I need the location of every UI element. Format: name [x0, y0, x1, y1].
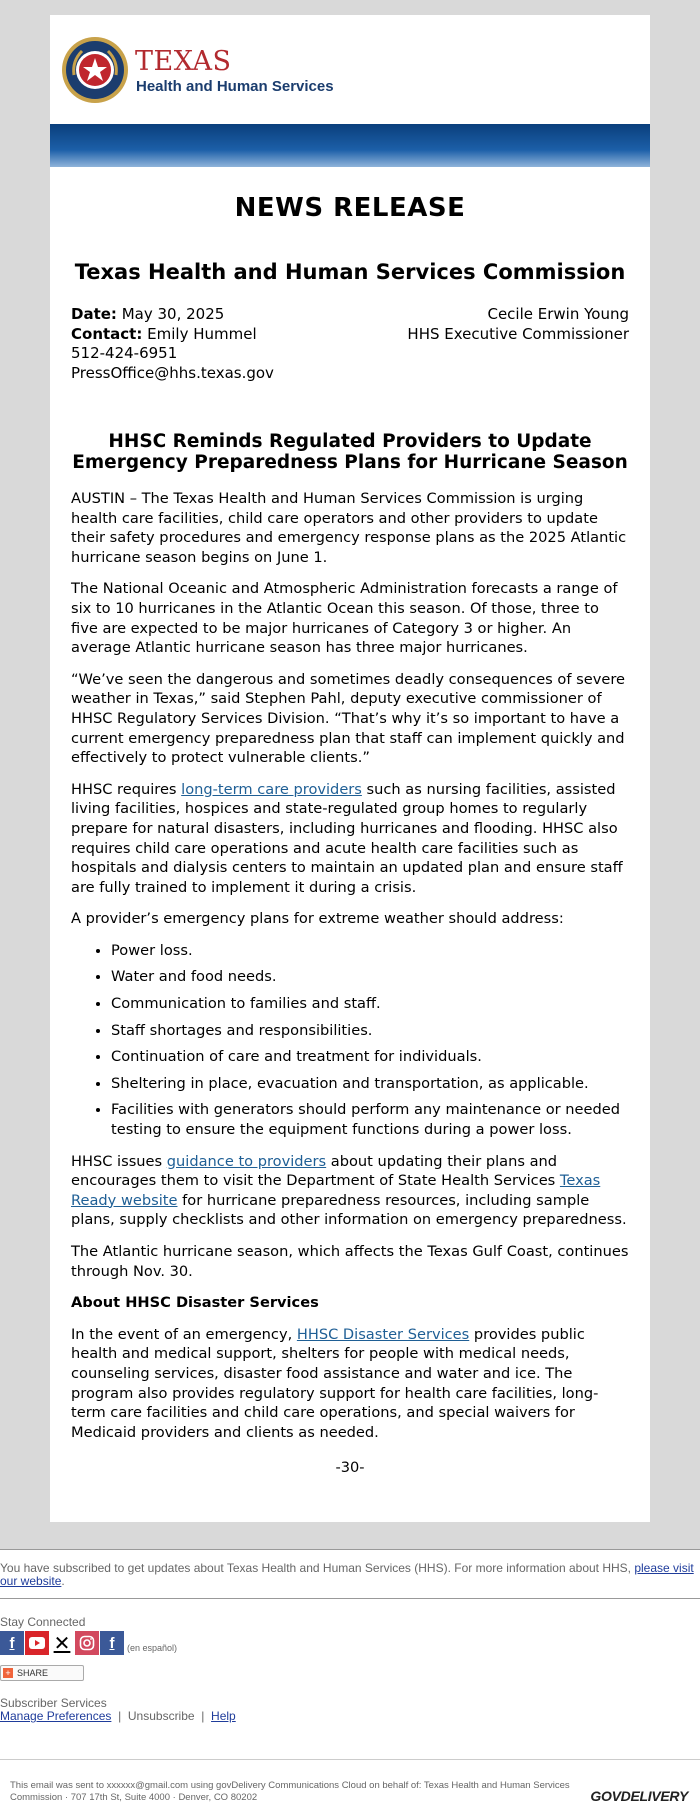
header-banner [50, 124, 650, 167]
list-item: • Staff shortages and responsibilities. [111, 1021, 629, 1041]
release-meta [50, 305, 650, 383]
long-term-care-providers-link[interactable]: long-term care providers [181, 780, 362, 798]
social-icons [0, 1631, 700, 1655]
paragraph-3: “We’ve seen the dangerous and sometimes deadly consequences of severe weather in Texas,” said Stephen Pahl, deputy executive commissioner of HHSC Regulatory Services Division. “That’s why it’s so important to have a current emergency preparedness plan that staff can implement quickly and effectively to protect vulnerable clients.” [71, 670, 625, 767]
contact-email: PressOffice@hhs.texas.gov [71, 363, 274, 382]
emergency-plan-list [71, 941, 629, 1140]
list-item: • Continuation of care and treatment for individuals. [111, 1047, 629, 1067]
news-release-heading: NEWS RELEASE [234, 193, 466, 223]
commissioner-title: HHS Executive Commissioner [407, 324, 629, 343]
logo-subtitle: Health and Human Services [136, 78, 334, 95]
logo-title: TEXAS [135, 46, 232, 77]
stay-connected-label: Stay Connected [0, 1615, 86, 1629]
espanol-label: (en español) [127, 1643, 178, 1653]
legal-text: This email was sent to xxxxxx@gmail.com using govDelivery Communications Cloud on behalf of: Texas Health and Human Services Commission · 707 17th St, Suite 4000 · Denver, CO 80202 [10, 1780, 570, 1803]
email-footer [0, 1549, 700, 1820]
article-headline: HHSC Reminds Regulated Providers to Update Emergency Preparedness Plans for Hurricane Season [72, 431, 628, 473]
end-mark: -30- [335, 1459, 365, 1477]
legal-footer [0, 1759, 700, 1820]
instagram-icon[interactable] [75, 1631, 99, 1655]
unsubscribe-link[interactable]: Unsubscribe [127, 1709, 195, 1723]
subscription-note: You have subscribed to get updates about Texas Health and Human Services (HHS). For more information about HHS, please visit our website. [0, 1561, 694, 1588]
texas-seal-icon [60, 35, 130, 105]
list-item: • Facilities with generators should perform any maintenance or needed testing to ensure the equipment functions during a power loss. [111, 1100, 629, 1139]
article-body [50, 489, 650, 1478]
paragraph-2: The National Oceanic and Atmospheric Administration forecasts a range of six to 10 hurricanes in the Atlantic Ocean this season. Of those, three to five are expected to be major hurricanes of Category 3 or higher. An average Atlantic hurricane season has three major hurricanes. [71, 580, 618, 657]
contact-name: Emily Hummel [147, 324, 257, 343]
x-icon[interactable]: ✕ [50, 1631, 74, 1655]
share-button[interactable]: + SHARE [0, 1665, 84, 1681]
paragraph-1: AUSTIN – The Texas Health and Human Services Commission is urging health care facilities, child care operators and other providers to update their safety procedures and emergency response plans as the 2025 Atlantic hurricane season begins on June 1. [71, 490, 627, 566]
commissioner-name: Cecile Erwin Young [487, 305, 629, 323]
date-label: Date: [71, 305, 117, 323]
paragraph-8: In the event of an emergency, HHSC Disaster Services provides public health and medical support, shelters for people with medical needs, counseling services, disaster food assistance and water and ice. The program also provides regulatory support for health care facilities, long-term care facilities and child care operations, and special waivers for Medicaid providers and clients as needed. [71, 1325, 599, 1441]
plus-icon: + [3, 1668, 13, 1678]
contact-phone: 512-424-6951 [71, 344, 178, 362]
help-link[interactable]: Help [211, 1709, 236, 1723]
facebook-espanol-icon[interactable]: f [100, 1631, 124, 1655]
list-item: • Sheltering in place, evacuation and transportation, as applicable. [111, 1074, 629, 1094]
paragraph-5: A provider’s emergency plans for extreme weather should address: [71, 910, 564, 928]
guidance-to-providers-link[interactable]: guidance to providers [166, 1152, 327, 1170]
subscriber-services: Subscriber Services Manage Preferences | Unsubscribe | Help [0, 1697, 700, 1723]
govdelivery-logo[interactable]: GOVDELIVERY [590, 1788, 688, 1804]
texas-ready-website-link[interactable]: Texas Ready website [71, 1172, 601, 1209]
subscriber-services-label: Subscriber Services [0, 1696, 107, 1710]
list-item: • Power loss. [111, 941, 629, 961]
organization-name: Texas Health and Human Services Commission [74, 260, 626, 284]
paragraph-4: HHSC requires long-term care providers such as nursing facilities, assisted living facilities, hospices and state-regulated group homes to regularly prepare for natural disasters, including hurricanes and flooding. HHSC also requires child care operations and acute health care facilities such as hospitals and dialysis centers to maintain an updated plan and ensure staff are fully trained to implement it during a crisis. [71, 780, 623, 896]
divider [0, 1598, 700, 1599]
facebook-icon[interactable]: f [0, 1631, 24, 1655]
commissioner-block [407, 305, 629, 383]
contact-label: Contact: [71, 324, 143, 343]
about-heading: About HHSC Disaster Services [71, 1294, 319, 1312]
list-item: • Water and food needs. [111, 967, 629, 987]
paragraph-6: HHSC issues guidance to providers about updating their plans and encourages them to visit the Department of State Health Services Texas Ready website for hurricane preparedness resources, including sample plans, supply checklists and other information on emergency preparedness. [71, 1152, 627, 1229]
manage-preferences-link[interactable]: Manage Preferences [0, 1709, 112, 1723]
list-item: • Communication to families and staff. [111, 994, 629, 1014]
contact-block [71, 305, 274, 383]
visit-website-link[interactable]: please visit our website [0, 1561, 694, 1588]
hhsc-disaster-services-link[interactable]: HHSC Disaster Services [296, 1325, 470, 1343]
hhs-logo [50, 15, 650, 124]
release-date: May 30, 2025 [121, 305, 225, 323]
paragraph-7: The Atlantic hurricane season, which affects the Texas Gulf Coast, continues through Nov. 30. [71, 1243, 629, 1280]
youtube-icon[interactable] [25, 1631, 49, 1655]
news-card [50, 15, 650, 1522]
